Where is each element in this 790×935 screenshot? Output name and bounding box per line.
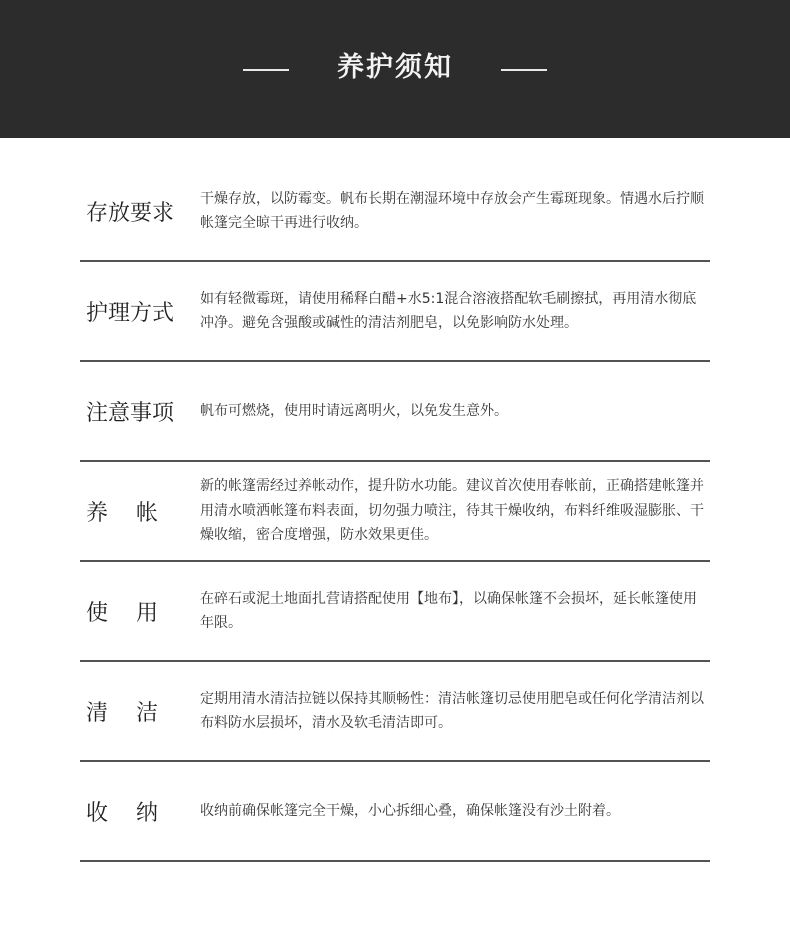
page-title: 养护须知 (337, 52, 453, 83)
care-item-usage (80, 562, 710, 662)
care-item-packing (80, 762, 710, 862)
care-item-cleaning (80, 662, 710, 762)
care-item-label: 使用 (86, 600, 187, 626)
care-item-precautions (80, 362, 710, 462)
care-item-description: 收纳前确保帐篷完全干燥，小心拆细心叠，确保帐篷没有沙土附着。 (200, 802, 620, 819)
care-item-description: 如有轻微霉斑，请使用稀释白醋+水5:1混合溶液搭配软毛刷擦拭，再用清水彻底冲净。避免含强酸或碱性的清洁剂肥皂，以免影响防水处理。 (200, 290, 697, 331)
page-header (0, 0, 790, 138)
care-item-label: 收纳 (86, 800, 187, 826)
care-item-label: 养帐 (86, 500, 187, 526)
care-instructions-list (80, 162, 710, 862)
care-item-label: 清洁 (86, 700, 187, 726)
care-item-label: 存放要求 (86, 200, 175, 226)
care-item-description: 新的帐篷需经过养帐动作，提升防水功能。建议首次使用春帐前，正确搭建帐篷并用清水喷洒帐篷布料表面，切勿强力喷注，待其干燥收纳，布料纤维吸湿膨胀、干燥收缩，密合度增强，防水效果更佳。 (200, 478, 704, 544)
care-item-label: 护理方式 (86, 300, 175, 326)
care-item-description: 定期用清水清洁拉链以保持其顺畅性：清洁帐篷切忌使用肥皂或任何化学清洁剂以布料防水层损坏，清水及软毛清洁即可。 (200, 690, 704, 731)
care-item-label: 注意事项 (86, 400, 175, 426)
care-item-description: 干燥存放，以防霉变。帆布长期在潮湿环境中存放会产生霉斑现象。情遇水后拧顺帐篷完全晾干再进行收纳。 (200, 190, 704, 231)
care-item-description: 帆布可燃烧，使用时请远离明火，以免发生意外。 (200, 402, 508, 419)
header-divider-left (243, 69, 289, 71)
care-item-maintenance-method (80, 262, 710, 362)
care-item-storage-requirements (80, 162, 710, 262)
care-item-tent-conditioning (80, 462, 710, 562)
care-item-description: 在碎石或泥土地面扎营请搭配使用【地布】，以确保帐篷不会损坏，延长帐篷使用年限。 (200, 590, 697, 631)
header-divider-right (501, 69, 547, 71)
